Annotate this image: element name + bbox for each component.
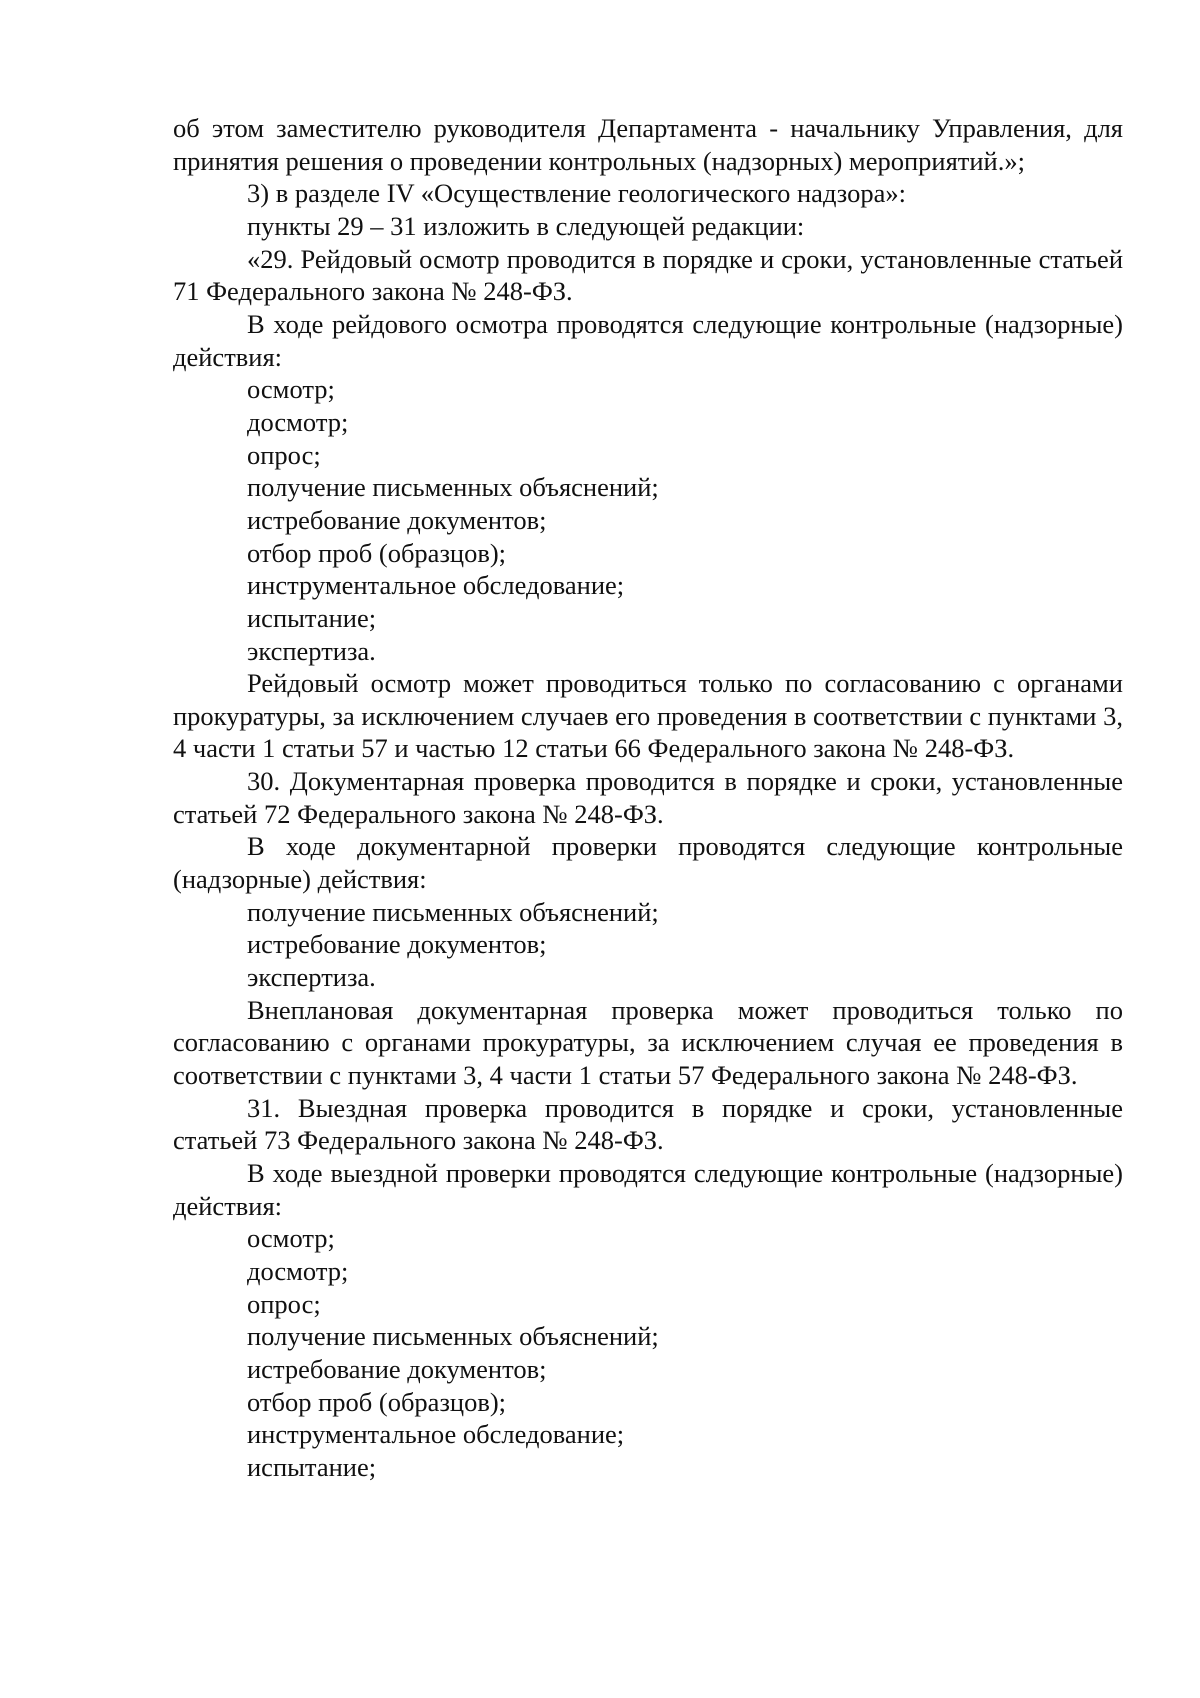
list-item: экспертиза. (247, 635, 376, 666)
paragraph-29: «29. Рейдовый осмотр проводится в порядке и сроки, установленные статьей 71 Федерального закона № 248-ФЗ. (173, 243, 1123, 307)
paragraph-continuation: об этом заместителю руководителя Департамента - начальнику Управления, для принятия решения о проведении контрольных (надзорных) мероприятий.»; (173, 113, 1123, 176)
document-body (173, 112, 1123, 1484)
list-item: испытание; (247, 602, 377, 633)
list-item: инструментальное обследование; (247, 570, 625, 601)
list-item: опрос; (247, 439, 321, 470)
list-item: истребование документов; (247, 929, 547, 960)
list-item: досмотр; (247, 406, 349, 437)
list-item: экспертиза. (247, 962, 376, 993)
paragraph-31: 31. Выездная проверка проводится в порядке и сроки, установленные статьей 73 Федерального закона № 248-ФЗ. (173, 1092, 1123, 1156)
list-item: получение письменных объяснений; (247, 1321, 659, 1352)
list-item: истребование документов; (247, 504, 547, 535)
paragraph-30: 30. Документарная проверка проводится в порядке и сроки, установленные статьей 72 Федерального закона № 248-ФЗ. (173, 766, 1123, 829)
list-item: опрос; (247, 1288, 321, 1319)
paragraph-doc-approval: Внеплановая документарная проверка может проводиться только по согласованию с органами прокуратуры, за исключением случая ее проведения в соответствии с пунктами 3, 4 части 1 статьи 57 Федерального закона № 248-ФЗ. (173, 994, 1123, 1091)
list-item: получение письменных объяснений; (247, 472, 659, 503)
paragraph-points-intro: пункты 29 – 31 изложить в следующей редакции: (247, 210, 805, 241)
list-item: отбор проб (образцов); (247, 537, 507, 568)
list-item: истребование документов; (247, 1353, 547, 1384)
paragraph-field-actions: В ходе выездной проверки проводятся следующие контрольные (надзорные) действия: (173, 1158, 1123, 1221)
list-item: досмотр; (247, 1255, 349, 1286)
list-item: инструментальное обследование; (247, 1419, 625, 1450)
paragraph-raid-actions: В ходе рейдового осмотра проводятся следующие контрольные (надзорные) действия: (173, 308, 1123, 372)
paragraph-doc-actions: В ходе документарной проверки проводятся следующие контрольные (надзорные) действия: (173, 831, 1123, 895)
list-item: осмотр; (247, 374, 335, 405)
list-item: получение письменных объяснений; (247, 896, 659, 927)
list-item: осмотр; (247, 1223, 335, 1254)
paragraph-section-iv: 3) в разделе IV «Осуществление геологического надзора»: (247, 178, 906, 209)
list-item: отбор проб (образцов); (247, 1386, 507, 1417)
paragraph-raid-approval: Рейдовый осмотр может проводиться только по согласованию с органами прокуратуры, за исключением случаев его проведения в соответствии с пунктами 3, 4 части 1 статьи 57 и частью 12 статьи 66 Федерального закона № 248-ФЗ. (173, 668, 1123, 764)
list-item: испытание; (247, 1451, 377, 1482)
